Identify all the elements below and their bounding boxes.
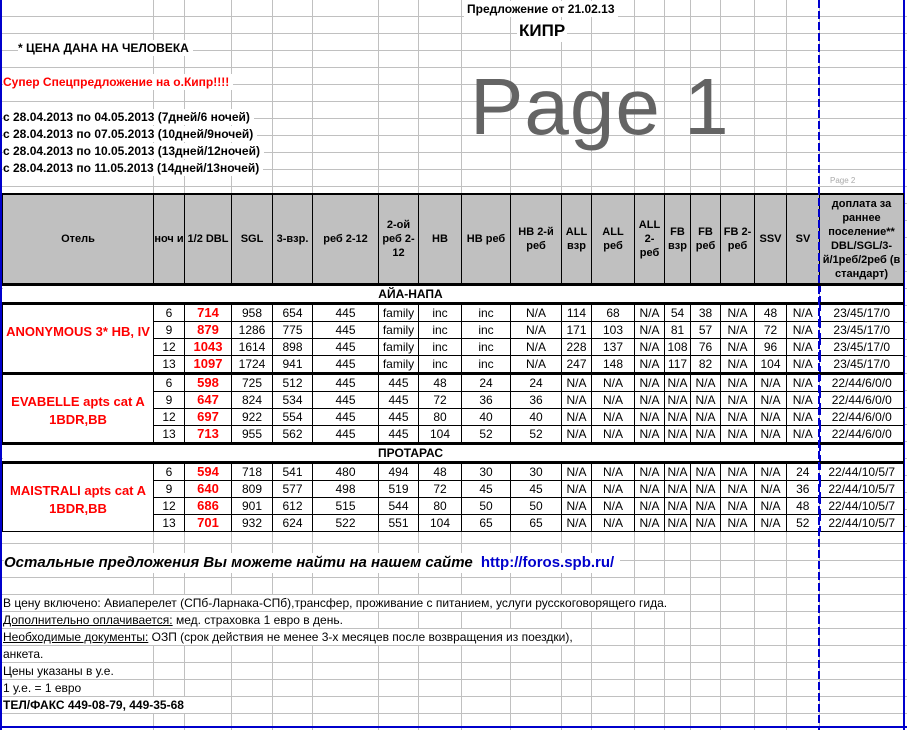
column-header: 2-ой реб 2-12 bbox=[379, 194, 419, 285]
table-cell: 445 bbox=[313, 374, 379, 392]
table-cell: 922 bbox=[232, 409, 273, 426]
table-cell: 104 bbox=[419, 426, 462, 444]
table-cell: N/A bbox=[665, 481, 691, 498]
extra-label: Дополнительно оплачивается: bbox=[3, 613, 173, 627]
price-half-dbl: 714 bbox=[185, 304, 232, 322]
table-cell: 1724 bbox=[232, 356, 273, 374]
table-cell: 941 bbox=[273, 356, 313, 374]
table-cell: 824 bbox=[232, 392, 273, 409]
gridline-row bbox=[0, 186, 907, 187]
table-cell: N/A bbox=[635, 481, 665, 498]
table-cell: N/A bbox=[511, 339, 562, 356]
table-cell: N/A bbox=[755, 426, 787, 444]
table-cell: N/A bbox=[635, 304, 665, 322]
table-cell: 104 bbox=[755, 356, 787, 374]
table-cell: N/A bbox=[635, 392, 665, 409]
table-cell: N/A bbox=[721, 426, 755, 444]
price-half-dbl: 713 bbox=[185, 426, 232, 444]
table-cell: 445 bbox=[313, 322, 379, 339]
price-half-dbl: 1043 bbox=[185, 339, 232, 356]
docs-text-2: анкета. bbox=[3, 646, 46, 662]
table-cell: family bbox=[379, 339, 419, 356]
table-cell: 48 bbox=[787, 498, 820, 515]
table-cell: 901 bbox=[232, 498, 273, 515]
table-cell: N/A bbox=[721, 498, 755, 515]
table-cell: 932 bbox=[232, 515, 273, 532]
table-cell: 48 bbox=[419, 463, 462, 481]
table-cell: 13 bbox=[154, 426, 185, 444]
table-cell: family bbox=[379, 304, 419, 322]
table-cell: 65 bbox=[462, 515, 511, 532]
exchange-rate: 1 у.е. = 1 евро bbox=[3, 680, 84, 696]
table-cell: 96 bbox=[755, 339, 787, 356]
table-cell: inc bbox=[462, 356, 511, 374]
table-cell: 554 bbox=[273, 409, 313, 426]
table-cell: N/A bbox=[787, 409, 820, 426]
table-cell: 445 bbox=[379, 392, 419, 409]
table-cell: 445 bbox=[313, 339, 379, 356]
table-cell: N/A bbox=[665, 463, 691, 481]
gridline-row bbox=[0, 679, 907, 680]
table-cell: inc bbox=[462, 339, 511, 356]
table-cell: N/A bbox=[721, 515, 755, 532]
table-cell: N/A bbox=[635, 409, 665, 426]
table-cell: 72 bbox=[419, 481, 462, 498]
table-cell: 76 bbox=[691, 339, 721, 356]
price-note: * ЦЕНА ДАНА НА ЧЕЛОВЕКА bbox=[18, 40, 193, 56]
table-cell: N/A bbox=[665, 392, 691, 409]
table-cell: 52 bbox=[511, 426, 562, 444]
table-cell: 445 bbox=[313, 409, 379, 426]
table-cell: N/A bbox=[592, 498, 635, 515]
price-half-dbl: 879 bbox=[185, 322, 232, 339]
table-cell: 445 bbox=[313, 426, 379, 444]
page-border-bottom bbox=[0, 726, 907, 728]
table-cell: N/A bbox=[721, 392, 755, 409]
table-cell: 22/44/6/0/0 bbox=[820, 392, 904, 409]
table-cell: 480 bbox=[313, 463, 379, 481]
table-cell: N/A bbox=[691, 515, 721, 532]
table-cell: 958 bbox=[232, 304, 273, 322]
table-cell: 775 bbox=[273, 322, 313, 339]
table-cell: inc bbox=[419, 322, 462, 339]
table-cell: 12 bbox=[154, 339, 185, 356]
table-cell: 512 bbox=[273, 374, 313, 392]
table-cell: 809 bbox=[232, 481, 273, 498]
table-cell: 22/44/6/0/0 bbox=[820, 374, 904, 392]
table-cell: 48 bbox=[419, 374, 462, 392]
price-half-dbl: 701 bbox=[185, 515, 232, 532]
column-header: FB 2-реб bbox=[721, 194, 755, 285]
price-half-dbl: 598 bbox=[185, 374, 232, 392]
table-cell: 82 bbox=[691, 356, 721, 374]
table-cell: 36 bbox=[511, 392, 562, 409]
table-cell: 654 bbox=[273, 304, 313, 322]
table-cell: N/A bbox=[562, 515, 592, 532]
hotel-name: EVABELLE apts cat A 1BDR,BB bbox=[3, 374, 154, 444]
table-cell: 494 bbox=[379, 463, 419, 481]
table-cell: inc bbox=[462, 304, 511, 322]
site-link[interactable]: http://foros.spb.ru/ bbox=[480, 554, 615, 571]
table-cell: 80 bbox=[419, 498, 462, 515]
table-cell: N/A bbox=[635, 463, 665, 481]
table-cell: 52 bbox=[787, 515, 820, 532]
table-cell: N/A bbox=[787, 339, 820, 356]
table-cell: N/A bbox=[665, 426, 691, 444]
table-cell: 68 bbox=[592, 304, 635, 322]
column-header: 3-взр. bbox=[273, 194, 313, 285]
table-cell: 36 bbox=[787, 481, 820, 498]
table-cell: 54 bbox=[665, 304, 691, 322]
table-cell: N/A bbox=[562, 426, 592, 444]
table-cell: N/A bbox=[635, 498, 665, 515]
table-cell: 6 bbox=[154, 463, 185, 481]
table-cell: 22/44/10/5/7 bbox=[820, 463, 904, 481]
table-header-row bbox=[3, 194, 904, 285]
table-cell: N/A bbox=[721, 304, 755, 322]
table-cell: 22/44/6/0/0 bbox=[820, 426, 904, 444]
table-cell: 624 bbox=[273, 515, 313, 532]
column-header: FB взр bbox=[665, 194, 691, 285]
gridline-row bbox=[0, 33, 907, 34]
table-cell: 24 bbox=[462, 374, 511, 392]
table-cell: N/A bbox=[755, 498, 787, 515]
period-1: с 28.04.2013 по 04.05.2013 (7дней/6 ночей) bbox=[3, 109, 254, 125]
table-cell: N/A bbox=[665, 374, 691, 392]
offer-date: Предложение от 21.02.13 bbox=[464, 1, 618, 17]
column-header: HB bbox=[419, 194, 462, 285]
table-cell: 52 bbox=[462, 426, 511, 444]
table-cell: 48 bbox=[755, 304, 787, 322]
extra-payment bbox=[3, 612, 346, 628]
column-header: ноч и bbox=[154, 194, 185, 285]
table-cell: N/A bbox=[635, 322, 665, 339]
table-cell: N/A bbox=[562, 498, 592, 515]
table-cell: N/A bbox=[691, 498, 721, 515]
table-row bbox=[3, 304, 904, 322]
table-cell: 22/44/10/5/7 bbox=[820, 481, 904, 498]
table-cell: 9 bbox=[154, 481, 185, 498]
region-empty-cell bbox=[820, 285, 904, 304]
table-cell: N/A bbox=[755, 409, 787, 426]
table-cell: N/A bbox=[691, 463, 721, 481]
table-cell: N/A bbox=[721, 463, 755, 481]
gridline-row bbox=[0, 713, 907, 714]
table-cell: 498 bbox=[313, 481, 379, 498]
table-cell: N/A bbox=[721, 481, 755, 498]
gridline-row bbox=[0, 101, 907, 102]
table-cell: N/A bbox=[691, 392, 721, 409]
column-header: доплата за раннее поселение** DBL/SGL/3-й/1реб/2реб (в стандарт) bbox=[820, 194, 904, 285]
column-header: ALL взр bbox=[562, 194, 592, 285]
table-cell: N/A bbox=[787, 426, 820, 444]
table-cell: 57 bbox=[691, 322, 721, 339]
table-cell: N/A bbox=[562, 409, 592, 426]
price-half-dbl: 647 bbox=[185, 392, 232, 409]
table-cell: N/A bbox=[755, 374, 787, 392]
price-half-dbl: 640 bbox=[185, 481, 232, 498]
included-text: В цену включено: Авиаперелет (СПб-Ларнака-СПб),трансфер, проживание с питанием, услуги русскоговорящего гида. bbox=[3, 595, 670, 611]
table-cell: 24 bbox=[787, 463, 820, 481]
table-cell: 551 bbox=[379, 515, 419, 532]
table-cell: 9 bbox=[154, 322, 185, 339]
page-break-line bbox=[818, 0, 820, 730]
table-cell: 22/44/6/0/0 bbox=[820, 409, 904, 426]
table-cell: 103 bbox=[592, 322, 635, 339]
table-cell: 72 bbox=[419, 392, 462, 409]
table-cell: 40 bbox=[462, 409, 511, 426]
table-cell: N/A bbox=[592, 409, 635, 426]
table-cell: N/A bbox=[755, 515, 787, 532]
table-cell: N/A bbox=[562, 374, 592, 392]
table-cell: 45 bbox=[511, 481, 562, 498]
table-cell: inc bbox=[419, 356, 462, 374]
table-cell: N/A bbox=[721, 374, 755, 392]
table-cell: 6 bbox=[154, 304, 185, 322]
column-header: ALL 2-реб bbox=[635, 194, 665, 285]
column-header: HB реб bbox=[462, 194, 511, 285]
table-cell: 247 bbox=[562, 356, 592, 374]
page-2-watermark: Page 2 bbox=[830, 176, 856, 185]
table-cell: 80 bbox=[419, 409, 462, 426]
table-cell: N/A bbox=[665, 498, 691, 515]
table-cell: 81 bbox=[665, 322, 691, 339]
table-cell: 6 bbox=[154, 374, 185, 392]
table-cell: 117 bbox=[665, 356, 691, 374]
table-cell: 104 bbox=[419, 515, 462, 532]
table-cell: N/A bbox=[721, 356, 755, 374]
gridline-row bbox=[0, 16, 907, 17]
price-half-dbl: 1097 bbox=[185, 356, 232, 374]
table-cell: 1286 bbox=[232, 322, 273, 339]
gridline-row bbox=[0, 543, 907, 544]
docs-label: Необходимые документы: bbox=[3, 630, 149, 644]
country-title: КИПР bbox=[519, 21, 566, 40]
table-cell: 445 bbox=[313, 304, 379, 322]
hotel-name: MAISTRALI apts cat A 1BDR,BB bbox=[3, 463, 154, 532]
table-cell: N/A bbox=[592, 463, 635, 481]
region-row bbox=[3, 444, 904, 463]
table-cell: 23/45/17/0 bbox=[820, 356, 904, 374]
table-cell: 148 bbox=[592, 356, 635, 374]
table-cell: 72 bbox=[755, 322, 787, 339]
table-cell: N/A bbox=[635, 515, 665, 532]
table-cell: N/A bbox=[787, 304, 820, 322]
table-cell: 171 bbox=[562, 322, 592, 339]
table-cell: 577 bbox=[273, 481, 313, 498]
column-header: ALL реб bbox=[592, 194, 635, 285]
table-cell: N/A bbox=[562, 481, 592, 498]
price-table bbox=[2, 193, 904, 532]
table-cell: 23/45/17/0 bbox=[820, 339, 904, 356]
table-cell: 898 bbox=[273, 339, 313, 356]
table-cell: N/A bbox=[787, 322, 820, 339]
column-header: SV bbox=[787, 194, 820, 285]
region-name: АЙА-НАПА bbox=[3, 285, 820, 304]
table-cell: N/A bbox=[592, 392, 635, 409]
period-2: с 28.04.2013 по 07.05.2013 (10дней/9ночей) bbox=[3, 126, 257, 142]
table-cell: N/A bbox=[665, 515, 691, 532]
table-cell: N/A bbox=[592, 374, 635, 392]
table-row bbox=[3, 374, 904, 392]
table-cell: N/A bbox=[721, 339, 755, 356]
table-cell: 955 bbox=[232, 426, 273, 444]
column-header: FB реб bbox=[691, 194, 721, 285]
gridline-row bbox=[0, 662, 907, 663]
region-empty-cell bbox=[820, 444, 904, 463]
price-half-dbl: 697 bbox=[185, 409, 232, 426]
table-row bbox=[3, 463, 904, 481]
column-header: реб 2-12 bbox=[313, 194, 379, 285]
gridline-row bbox=[0, 645, 907, 646]
table-cell: 13 bbox=[154, 515, 185, 532]
table-cell: N/A bbox=[592, 426, 635, 444]
table-cell: N/A bbox=[787, 392, 820, 409]
table-cell: N/A bbox=[511, 304, 562, 322]
region-row bbox=[3, 285, 904, 304]
price-half-dbl: 594 bbox=[185, 463, 232, 481]
extra-text: мед. страховка 1 евро в день. bbox=[172, 613, 343, 627]
column-header: Отель bbox=[3, 194, 154, 285]
table-cell: 13 bbox=[154, 356, 185, 374]
column-header: SSV bbox=[755, 194, 787, 285]
table-cell: N/A bbox=[511, 356, 562, 374]
more-offers-label: Остальные предложения Вы можете найти на нашем сайте bbox=[4, 554, 473, 571]
table-cell: N/A bbox=[691, 426, 721, 444]
table-cell: N/A bbox=[592, 481, 635, 498]
table-cell: 9 bbox=[154, 392, 185, 409]
table-cell: 718 bbox=[232, 463, 273, 481]
table-cell: 50 bbox=[511, 498, 562, 515]
table-cell: N/A bbox=[562, 463, 592, 481]
table-cell: N/A bbox=[511, 322, 562, 339]
table-cell: 515 bbox=[313, 498, 379, 515]
table-cell: 45 bbox=[462, 481, 511, 498]
table-cell: 108 bbox=[665, 339, 691, 356]
table-cell: N/A bbox=[562, 392, 592, 409]
table-cell: 36 bbox=[462, 392, 511, 409]
table-cell: N/A bbox=[755, 392, 787, 409]
price-half-dbl: 686 bbox=[185, 498, 232, 515]
table-cell: 445 bbox=[313, 392, 379, 409]
table-cell: N/A bbox=[665, 409, 691, 426]
period-3: с 28.04.2013 по 10.05.2013 (13дней/12ночей) bbox=[3, 143, 264, 159]
table-cell: family bbox=[379, 322, 419, 339]
table-cell: N/A bbox=[755, 463, 787, 481]
table-cell: N/A bbox=[635, 374, 665, 392]
table-cell: inc bbox=[462, 322, 511, 339]
table-cell: 40 bbox=[511, 409, 562, 426]
table-cell: 30 bbox=[462, 463, 511, 481]
table-cell: 228 bbox=[562, 339, 592, 356]
table-cell: inc bbox=[419, 304, 462, 322]
table-cell: 23/45/17/0 bbox=[820, 322, 904, 339]
table-cell: 65 bbox=[511, 515, 562, 532]
table-cell: 445 bbox=[379, 409, 419, 426]
table-cell: 534 bbox=[273, 392, 313, 409]
column-header: HB 2-й реб bbox=[511, 194, 562, 285]
table-cell: 22/44/10/5/7 bbox=[820, 515, 904, 532]
region-name: ПРОТАРАС bbox=[3, 444, 820, 463]
table-cell: 445 bbox=[379, 374, 419, 392]
table-cell: 38 bbox=[691, 304, 721, 322]
page-1-watermark: Page 1 bbox=[470, 62, 730, 151]
gridline-row bbox=[0, 67, 907, 68]
phone-fax: ТЕЛ/ФАКС 449-08-79, 449-35-68 bbox=[3, 697, 187, 713]
table-cell: 725 bbox=[232, 374, 273, 392]
table-cell: 445 bbox=[379, 426, 419, 444]
table-cell: N/A bbox=[635, 339, 665, 356]
table-cell: 541 bbox=[273, 463, 313, 481]
table-cell: 544 bbox=[379, 498, 419, 515]
table-cell: 50 bbox=[462, 498, 511, 515]
hotel-name: ANONYMOUS 3* HB, IV bbox=[3, 304, 154, 374]
table-cell: N/A bbox=[635, 356, 665, 374]
currency-note: Цены указаны в у.е. bbox=[3, 663, 117, 679]
table-cell: N/A bbox=[721, 409, 755, 426]
table-cell: 12 bbox=[154, 498, 185, 515]
table-cell: N/A bbox=[691, 374, 721, 392]
table-cell: N/A bbox=[787, 374, 820, 392]
gridline-row bbox=[0, 577, 907, 578]
table-cell: N/A bbox=[787, 356, 820, 374]
table-cell: 1614 bbox=[232, 339, 273, 356]
documents bbox=[3, 629, 576, 645]
table-cell: inc bbox=[419, 339, 462, 356]
table-cell: N/A bbox=[691, 409, 721, 426]
table-cell: 12 bbox=[154, 409, 185, 426]
more-offers-text bbox=[4, 553, 620, 573]
docs-text: ОЗП (срок действия не менее 3-х месяцев после возвращения из поездки), bbox=[148, 630, 573, 644]
table-cell: 445 bbox=[313, 356, 379, 374]
table-cell: N/A bbox=[755, 481, 787, 498]
promo-title: Супер Спецпредложение на о.Кипр!!!! bbox=[3, 74, 233, 90]
table-cell: N/A bbox=[592, 515, 635, 532]
table-cell: 114 bbox=[562, 304, 592, 322]
table-cell: 30 bbox=[511, 463, 562, 481]
table-cell: N/A bbox=[691, 481, 721, 498]
table-cell: 519 bbox=[379, 481, 419, 498]
table-cell: N/A bbox=[635, 426, 665, 444]
column-header: 1/2 DBL bbox=[185, 194, 232, 285]
table-cell: family bbox=[379, 356, 419, 374]
table-cell: 137 bbox=[592, 339, 635, 356]
table-cell: 612 bbox=[273, 498, 313, 515]
table-cell: N/A bbox=[721, 322, 755, 339]
table-cell: 24 bbox=[511, 374, 562, 392]
period-4: с 28.04.2013 по 11.05.2013 (14дней/13ночей) bbox=[3, 160, 263, 176]
table-cell: 23/45/17/0 bbox=[820, 304, 904, 322]
column-header: SGL bbox=[232, 194, 273, 285]
table-cell: 562 bbox=[273, 426, 313, 444]
table-cell: 522 bbox=[313, 515, 379, 532]
table-cell: 22/44/10/5/7 bbox=[820, 498, 904, 515]
